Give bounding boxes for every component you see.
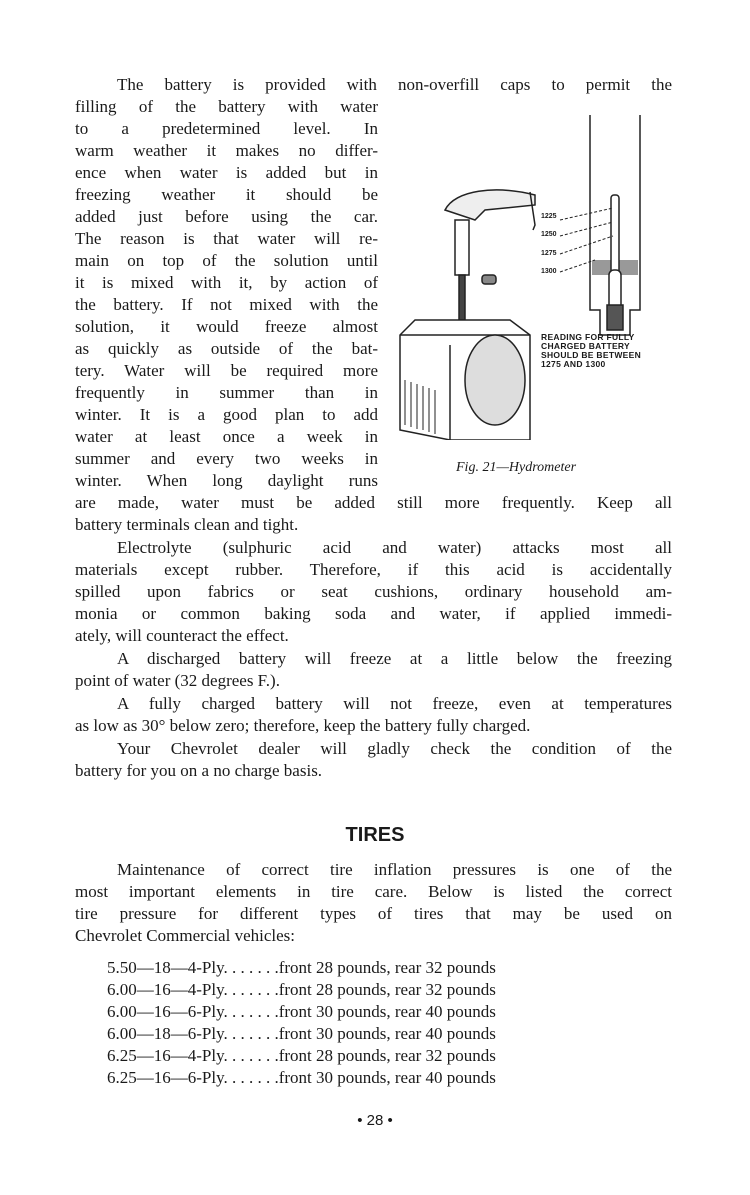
text-line: warm weather it makes no differ- [75,141,378,160]
text-line: Electrolyte (sulphuric acid and water) attacks most all [117,538,672,557]
text-line: frequently in summer than in [75,383,378,402]
text-line: tery. Water will be required more [75,361,378,380]
text-line: A discharged battery will freeze at a little below the freezing [117,649,672,668]
scale-label-1225: 1225 [541,213,557,220]
reading-note-line: CHARGED BATTERY [541,341,631,351]
tire-pressure-row: 5.50—18—4-Ply. . . . . . .front 28 pounds, rear 32 pounds [107,958,496,977]
text-line: are made, water must be added still more frequently. Keep all [75,493,672,512]
text-line: monia or common baking soda and water, if applied immedi- [75,604,672,623]
text-line: to a predetermined level. In [75,119,378,138]
text-line: The battery is provided with non-overfill caps to permit the [117,75,672,94]
text-line: as low as 30° below zero; therefore, keep the battery fully charged. [75,716,531,735]
scale-label-1275: 1275 [541,250,557,257]
text-line: Maintenance of correct tire inflation pressures is one of the [117,860,672,879]
text-line: spilled upon fabrics or seat cushions, ordinary household am- [75,582,672,601]
reading-note-line: SHOULD BE BETWEEN [541,350,642,360]
hydrometer-figure [385,110,715,440]
text-line: tire pressure for different types of tires that may be used on [75,904,672,923]
scale-label-1250: 1250 [541,231,557,238]
text-line: as quickly as outside of the bat- [75,339,378,358]
text-line: filling of the battery with water [75,97,378,116]
text-line: freezing weather it should be [75,185,378,204]
scale-label-1300: 1300 [541,268,557,275]
reading-note-line: 1275 AND 1300 [541,359,606,369]
text-line: The reason is that water will re- [75,229,378,248]
text-line: winter. When long daylight runs [75,471,378,490]
text-line: ately, will counteract the effect. [75,626,289,645]
text-line: battery terminals clean and tight. [75,515,299,534]
text-line: Your Chevrolet dealer will gladly check the condition of the [117,739,672,758]
tire-pressure-row: 6.25—16—6-Ply. . . . . . .front 30 pounds, rear 40 pounds [107,1068,496,1087]
reading-note-line: READING FOR FULLY [541,332,635,342]
text-line: water at least once a week in [75,427,378,446]
text-line: A fully charged battery will not freeze, even at temperatures [117,694,672,713]
text-line: materials except rubber. Therefore, if this acid is accidentally [75,560,672,579]
text-line: the battery. If not mixed with the [75,295,378,314]
text-line: added just before using the car. [75,207,378,226]
tire-pressure-row: 6.00—18—6-Ply. . . . . . .front 30 pounds, rear 40 pounds [107,1024,496,1043]
text-line: solution, it would freeze almost [75,317,378,336]
hydrometer-illustration [385,110,715,440]
text-line: point of water (32 degrees F.). [75,671,280,690]
text-line: main on top of the solution until [75,251,378,270]
page-number: • 28 • [357,1112,393,1129]
text-line: battery for you on a no charge basis. [75,761,323,780]
text-line: most important elements in tire care. Below is listed the correct [75,882,672,901]
section-heading-tires: TIRES [345,824,405,846]
text-line: it is mixed with it, by action of [75,273,378,292]
text-line: Chevrolet Commercial vehicles: [75,926,295,945]
figure-caption: Fig. 21—Hydrometer [456,460,577,475]
text-line: winter. It is a good plan to add [75,405,378,424]
text-line: ence when water is added but in [75,163,378,182]
text-line: summer and every two weeks in [75,449,378,468]
tire-pressure-row: 6.00—16—6-Ply. . . . . . .front 30 pounds, rear 40 pounds [107,1002,496,1021]
tire-pressure-row: 6.25—16—4-Ply. . . . . . .front 28 pounds, rear 32 pounds [107,1046,496,1065]
tire-pressure-row: 6.00—16—4-Ply. . . . . . .front 28 pounds, rear 32 pounds [107,980,496,999]
